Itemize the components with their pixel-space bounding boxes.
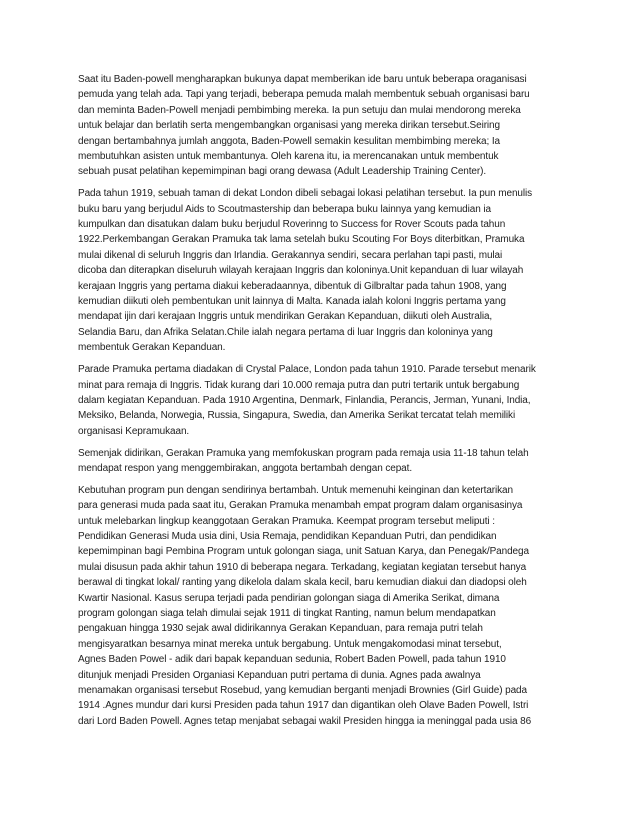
text-line: berawal di tingkat lokal/ ranting yang dikelola dalam skala kecil, baru kemudian diakui dan diadopsi oleh bbox=[78, 577, 527, 589]
text-line: menamakan organisasi tersebut Rosebud, yang kemudian berganti menjadi Brownies (Girl Guide) pada bbox=[78, 685, 527, 696]
text-line: dari Lord Baden Powell. Agnes tetap menjabat sebagai wakil Presiden hingga ia meninggal pada usia 86 bbox=[78, 715, 532, 727]
text-line: membutuhkan asisten untuk membantunya. Oleh karena itu, ia merencanakan untuk membentuk bbox=[78, 151, 499, 163]
text-line: sebuah pusat pelatihan kepemimpinan bagi orang dewasa (Adult Leadership Training Center). bbox=[78, 166, 487, 178]
paragraph bbox=[78, 483, 560, 730]
text-line: pemuda yang telah ada. Tapi yang terjadi, beberapa pemuda malah membentuk sebuah organisasi baru bbox=[78, 89, 530, 101]
text-line: dalam kegiatan Kepanduan. Pada 1910 Argentina, Denmark, Finlandia, Perancis, Jerman, Yunani, India, bbox=[78, 394, 531, 406]
paragraph bbox=[78, 446, 560, 477]
text-line: Semenjak didirikan, Gerakan Pramuka yang memfokuskan program pada remaja usia 11-18 tahun telah bbox=[78, 447, 529, 459]
text-line: mulai dikenal di seluruh Inggris dan Irlandia. Gerakannya sendiri, secara perlahan tapi pasti, mulai bbox=[78, 249, 503, 261]
text-line: dan meminta Baden-Powell menjadi pembimbing mereka. Ia pun setuju dan mulai mendorong mereka bbox=[78, 104, 521, 116]
text-line: Kebutuhan program pun dengan sendirinya bertambah. Untuk memenuhi keinginan dan ketertarikan bbox=[78, 484, 513, 496]
text-line: kerajaan Inggris yang pertama diakui keberadaannya, dibentuk di Gilbraltar pada tahun 1908, yang bbox=[78, 280, 507, 292]
paragraph bbox=[78, 186, 560, 355]
text-line: 1914 .Agnes mundur dari kursi Presiden pada tahun 1917 dan digantikan oleh Olave Baden Powell, Istri bbox=[78, 700, 529, 712]
text-line: pengakuan hingga 1930 sejak awal didirikannya Gerakan Kepanduan, para remaja putri telah bbox=[78, 623, 483, 635]
text-line: ditunjuk menjadi Presiden Organiasi Kepanduan putri pertama di dunia. Agnes pada awalnya bbox=[78, 669, 481, 681]
text-line: Kwartir Nasional. Kasus serupa terjadi pada pendirian golongan siaga di Amerika Serikat, dimana bbox=[78, 592, 500, 604]
text-line: Pendidikan Generasi Muda usia dini, Usia Remaja, pendidikan Kepanduan Putri, dan pendidikan bbox=[78, 530, 497, 542]
text-line: dengan bertambahnya jumlah anggota, Baden-Powell semakin kesulitan membimbing mereka; Ia bbox=[78, 135, 501, 147]
text-line: membentuk Gerakan Kepanduan. bbox=[78, 342, 226, 354]
text-line: organisasi Kepramukaan. bbox=[78, 425, 190, 437]
text-line: mendapat ijin dari kerajaan Inggris untuk mendirikan Gerakan Kepanduan, diikuti oleh Australia, bbox=[78, 311, 493, 323]
text-line: Agnes Baden Powel - adik dari bapak kepanduan sedunia, Robert Baden Powell, pada tahun 1910 bbox=[78, 654, 506, 666]
text-line: mulai disusun pada akhir tahun 1910 di beberapa negara. Terkadang, kegiatan kegiatan tersebut hanya bbox=[78, 561, 527, 573]
paragraph bbox=[78, 362, 560, 439]
text-line: mengisyaratkan besarnya minat mereka untuk bergabung. Untuk mengakomodasi minat tersebut, bbox=[78, 638, 502, 650]
text-line: para generasi muda pada saat itu, Gerakan Pramuka menambah empat program dalam organisasinya bbox=[78, 500, 523, 512]
text-line: untuk melebarkan lingkup keanggotaan Gerakan Pramuka. Keempat program tersebut meliputi : bbox=[78, 515, 495, 527]
text-line: Saat itu Baden-powell mengharapkan bukunya dapat memberikan ide baru untuk beberapa oraganisasi bbox=[78, 74, 527, 85]
document-body bbox=[78, 72, 560, 736]
text-line: dicoba dan diterapkan diseluruh wilayah kerajaan Inggris dan koloninya.Unit kepanduan di luar wilayah bbox=[78, 265, 524, 277]
text-line: program golongan siaga telah dimulai sejak 1911 di tingkat Ranting, namun belum mendapatkan bbox=[78, 607, 496, 619]
text-line: Pada tahun 1919, sebuah taman di dekat London dibeli sebagai lokasi pelatihan tersebut. Ia pun menulis bbox=[78, 188, 533, 200]
text-line: 1922.Perkembangan Gerakan Pramuka tak lama setelah buku Scouting For Boys diterbitkan, Pramuka bbox=[78, 234, 525, 246]
text-line: Parade Pramuka pertama diadakan di Crystal Palace, London pada tahun 1910. Parade tersebut menarik bbox=[78, 364, 536, 376]
text-line: Meksiko, Belanda, Norwegia, Russia, Singapura, Swedia, dan Amerika Serikat tercatat telah memiliki bbox=[78, 410, 516, 422]
text-line: kepemimpinan bagi Pembina Program untuk golongan siaga, unit Satuan Karya, dan Penegak/Pandega bbox=[78, 546, 529, 558]
text-line: Selandia Baru, dan Afrika Selatan.Chile ialah negara pertama di luar Inggris dan koloninya yang bbox=[78, 326, 493, 338]
text-line: buku baru yang berjudul Aids to Scoutmastership dan beberapa buku lainnya yang kemudian ia bbox=[78, 203, 491, 215]
text-line: mendapat respon yang menggembirakan, anggota bertambah dengan cepat. bbox=[78, 462, 412, 474]
text-line: minat para remaja di Inggris. Tidak kurang dari 10.000 remaja putra dan putri tertarik untuk bergabung bbox=[78, 379, 520, 391]
text-line: untuk belajar dan berlatih serta mengembangkan organisasi yang mereka dirikan tersebut.Seiring bbox=[78, 120, 500, 132]
text-line: kemudian diikuti oleh pembentukan unit lainnya di Malta. Kanada ialah koloni Inggris pertama yang bbox=[78, 296, 506, 308]
text-line: kumpulkan dan disatukan dalam buku berjudul Roverinng to Success for Rover Scouts pada tahun bbox=[78, 219, 506, 231]
paragraph bbox=[78, 72, 560, 180]
